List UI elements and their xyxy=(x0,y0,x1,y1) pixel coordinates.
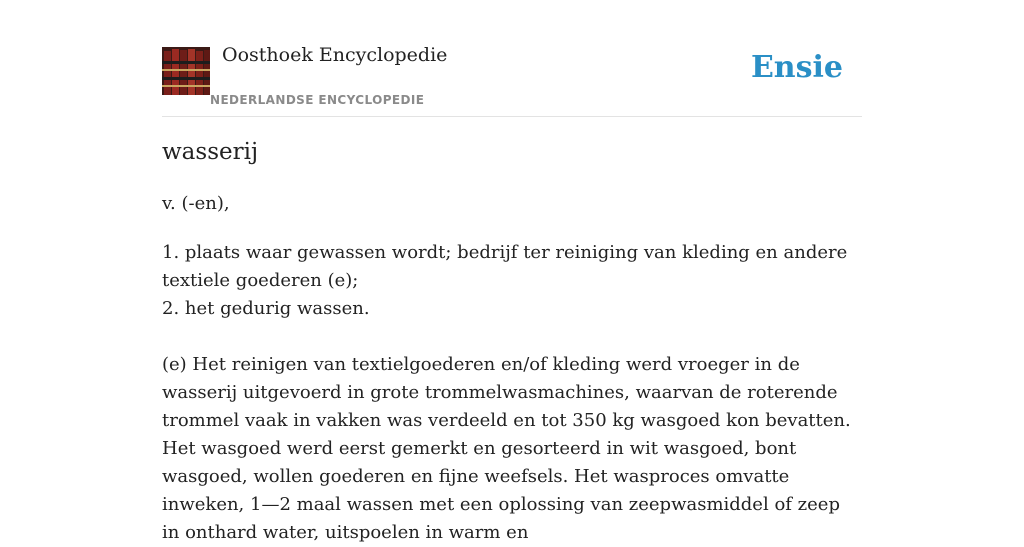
entry-body-text: (e) Het reinigen van textielgoederen en/of kleding werd vroeger in de wasserij uitgevoerd in grote trommelwasmachines, waarvan de roterende trommel vaak in vakken was verdeeld en tot 350 kg wasgoed kon bevatten. Het wasgoed werd eerst gemerkt en gesorteerd in wit wasgoed, bont wasgoed, wollen goederen en fijne weefsels. Het wasproces omvatte inweken, 1—2 maal wassen met een oplossing van zeepwasmiddel of zeep in onthard water, uitspoelen in warm en xyxy=(162,354,851,543)
brand-logo[interactable]: Ensie xyxy=(750,50,843,85)
book-spines-icon[interactable] xyxy=(162,47,210,95)
entry-headword: wasserij xyxy=(162,139,259,165)
definition-item: 1. plaats waar gewassen wordt; bedrijf ter reiniging van kleding en andere textiele goederen (e); xyxy=(162,242,848,291)
site-subtitle: NEDERLANDSE ENCYCLOPEDIE xyxy=(210,93,425,107)
definition-list xyxy=(162,239,862,323)
definition-item: 2. het gedurig wassen. xyxy=(162,298,370,319)
site-header xyxy=(162,0,862,117)
page-container xyxy=(162,0,862,543)
entry-grammar: v. (-en), xyxy=(162,193,230,214)
site-title[interactable]: Oosthoek Encyclopedie xyxy=(222,44,448,66)
